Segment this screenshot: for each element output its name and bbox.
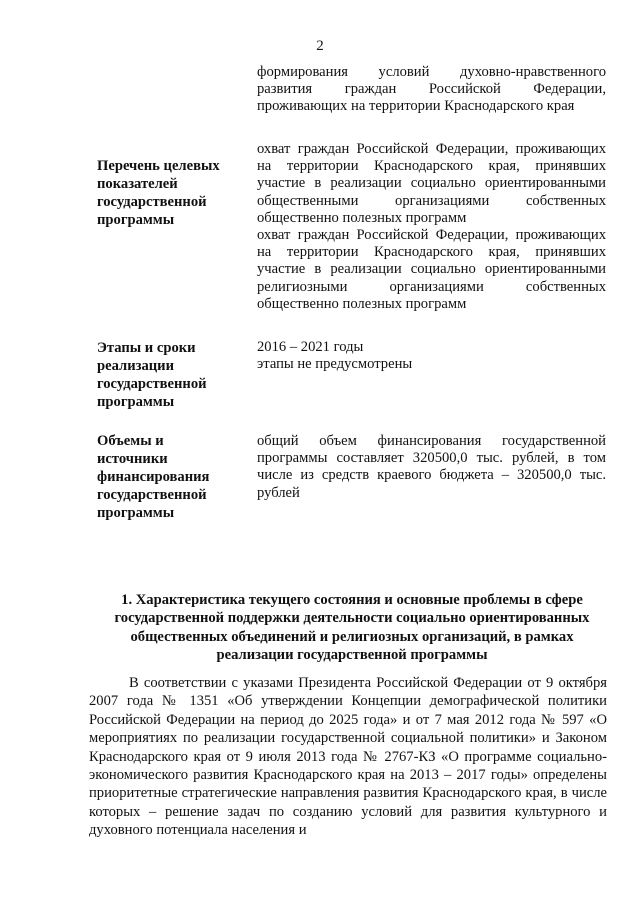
target-indicators-label: Перечень целевых показателей государственной программы: [97, 158, 220, 228]
financing-label: Объемы и источники финансирования государственной программы: [97, 433, 210, 521]
section-title: 1. Характеристика текущего состояния и основные проблемы в сфере государственной поддержки деятельности социально ориентированных общественных объединений и религиозных организаций, в рамках реализации государственной программы: [114, 592, 590, 663]
indicator-religious-organizations: охват граждан Российской Федерации, проживающих на территории Краснодарского края, принявших участие в реализации социально ориентированными религиозными организациями собственных общественно полезных программ: [257, 227, 606, 312]
financing-value: [257, 433, 606, 502]
goal-continuation-text: формирования условий духовно-нравственного развития граждан Российской Федерации, проживающих на территории Краснодарского края: [257, 64, 606, 115]
target-indicators-value: [257, 141, 606, 313]
body-paragraph: В соответствии с указами Президента Российской Федерации от 9 октября 2007 года № 1351 «Об утверждении Концепции демографической политики Российской Федерации на период до 2025 года» и от 7 мая 2012 года № 597 «О мероприятиях по реализации государственной социальной политики» и Законом Краснодарского края от 9 июля 2013 года № 2767-КЗ «О программе социально-экономического развития Краснодарского края на 2013 – 2017 годы» определены приоритетные стратегические направления развития Краснодарского края, в числе которых – решение задач по созданию условий для развития культурного и духовного потенциала населения и: [89, 675, 607, 839]
stages-terms-label: Этапы и сроки реализации государственной программы: [97, 340, 207, 410]
program-years: 2016 – 2021 годы: [257, 339, 364, 355]
indicator-public-organizations: охват граждан Российской Федерации, проживающих на территории Краснодарского края, принявших участие в реализации социально ориентированными общественными организациями собственных общественно полезных программ: [257, 141, 606, 226]
goal-continuation-value: [257, 64, 606, 116]
stages-terms-value: [257, 339, 606, 373]
page-number: 2: [316, 38, 324, 54]
program-stages: этапы не предусмотрены: [257, 356, 413, 373]
financing-text: общий объем финансирования государственной программы составляет 320500,0 тыс. рублей, в том числе из средств краевого бюджета – 320500,0 тыс. рублей: [257, 433, 606, 501]
